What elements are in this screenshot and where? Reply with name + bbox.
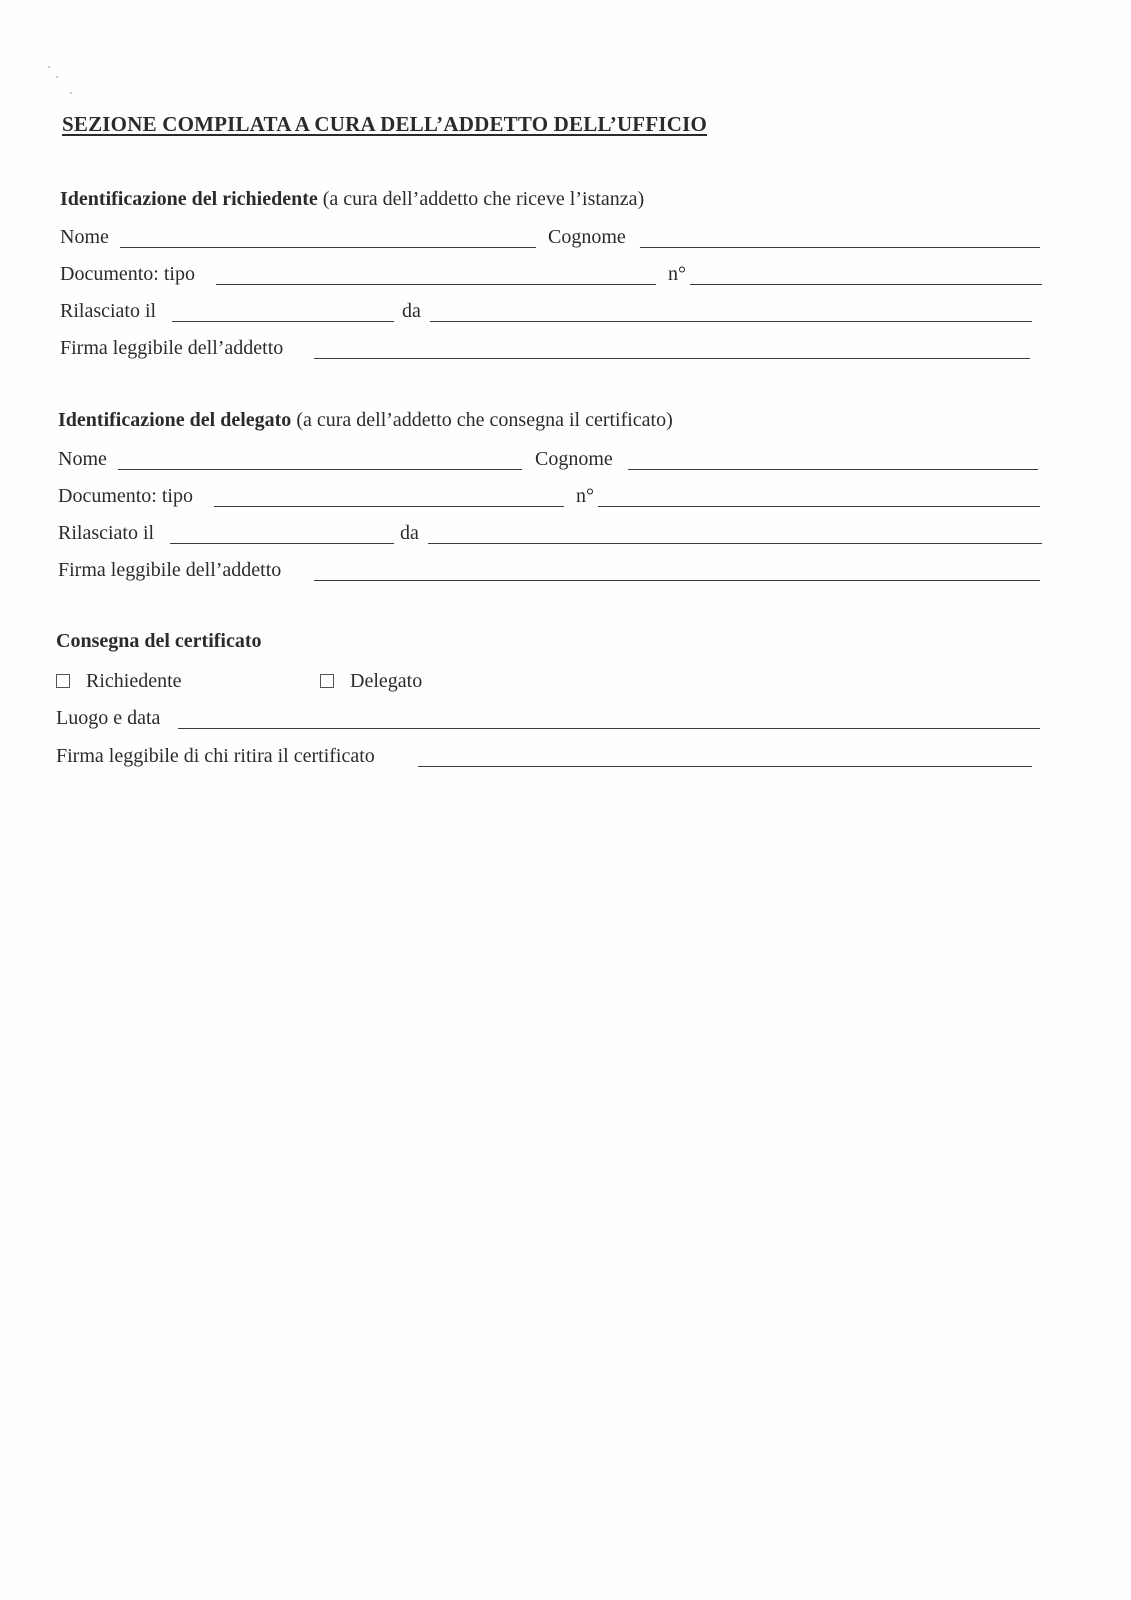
delegato-option-label: Delegato <box>350 670 423 692</box>
richiedente-checkbox[interactable] <box>56 674 70 688</box>
richiedente-heading-title: Identificazione del richiedente <box>60 188 318 210</box>
richiedente-option-label: Richiedente <box>86 670 182 692</box>
delegato-firma-field[interactable] <box>314 580 1040 581</box>
delegato-heading-note: (a cura dell’addetto che consegna il certificato) <box>291 409 673 431</box>
richiedente-firma-field[interactable] <box>314 358 1030 359</box>
ritiro-firma-field[interactable] <box>418 766 1032 767</box>
delegato-rilasciato-label: Rilasciato il <box>58 522 155 544</box>
delegato-da-field[interactable] <box>428 543 1042 544</box>
richiedente-numero-field[interactable] <box>690 284 1042 285</box>
consegna-heading <box>56 630 262 653</box>
delegato-rilasciato-field[interactable] <box>170 543 394 544</box>
scan-speck <box>48 66 50 68</box>
luogo-data-row <box>0 705 1131 733</box>
scan-speck <box>70 92 72 94</box>
ritiro-firma-label: Firma leggibile di chi ritira il certificato <box>56 745 375 767</box>
richiedente-da-field[interactable] <box>430 321 1032 322</box>
luogo-data-label: Luogo e data <box>56 707 161 729</box>
page-title: SEZIONE COMPILATA A CURA DELL’ADDETTO DELL’UFFICIO <box>62 112 708 136</box>
delegato-cognome-label: Cognome <box>535 448 613 470</box>
richiedente-da-label: da <box>402 300 421 322</box>
richiedente-nome-row <box>0 224 1131 252</box>
delegato-documento-label: Documento: tipo <box>58 485 193 507</box>
delegato-firma-row <box>0 557 1131 585</box>
richiedente-numero-label: n° <box>668 263 686 285</box>
delegato-nome-field[interactable] <box>118 469 522 470</box>
delegato-da-label: da <box>400 522 419 544</box>
delegato-nome-label: Nome <box>58 448 107 470</box>
richiedente-documento-row <box>0 261 1131 289</box>
delegato-rilasciato-row <box>0 520 1131 548</box>
richiedente-firma-label: Firma leggibile dell’addetto <box>60 337 284 359</box>
richiedente-rilasciato-label: Rilasciato il <box>60 300 157 322</box>
delegato-heading-title: Identificazione del delegato <box>58 409 292 431</box>
delegato-nome-row <box>0 446 1131 474</box>
delegato-checkbox[interactable] <box>320 674 334 688</box>
ritiro-firma-row <box>0 743 1131 771</box>
luogo-data-field[interactable] <box>178 728 1040 729</box>
richiedente-rilasciato-row <box>0 298 1131 326</box>
delegato-documento-row <box>0 483 1131 511</box>
richiedente-firma-row <box>0 335 1131 363</box>
delegato-cognome-field[interactable] <box>628 469 1038 470</box>
consegna-options-row <box>0 668 1131 696</box>
richiedente-cognome-field[interactable] <box>640 247 1040 248</box>
delegato-numero-label: n° <box>576 485 594 507</box>
richiedente-nome-label: Nome <box>60 226 109 248</box>
richiedente-nome-field[interactable] <box>120 247 536 248</box>
richiedente-rilasciato-field[interactable] <box>172 321 394 322</box>
delegato-documento-field[interactable] <box>214 506 564 507</box>
delegato-numero-field[interactable] <box>598 506 1040 507</box>
richiedente-documento-field[interactable] <box>216 284 656 285</box>
consegna-heading-title: Consegna del certificato <box>56 630 262 652</box>
delegato-heading <box>58 409 673 432</box>
scan-speck <box>56 76 58 78</box>
richiedente-cognome-label: Cognome <box>548 226 626 248</box>
richiedente-heading <box>60 188 644 211</box>
delegato-firma-label: Firma leggibile dell’addetto <box>58 559 282 581</box>
richiedente-heading-note: (a cura dell’addetto che riceve l’istanza) <box>317 188 645 210</box>
richiedente-documento-label: Documento: tipo <box>60 263 195 285</box>
